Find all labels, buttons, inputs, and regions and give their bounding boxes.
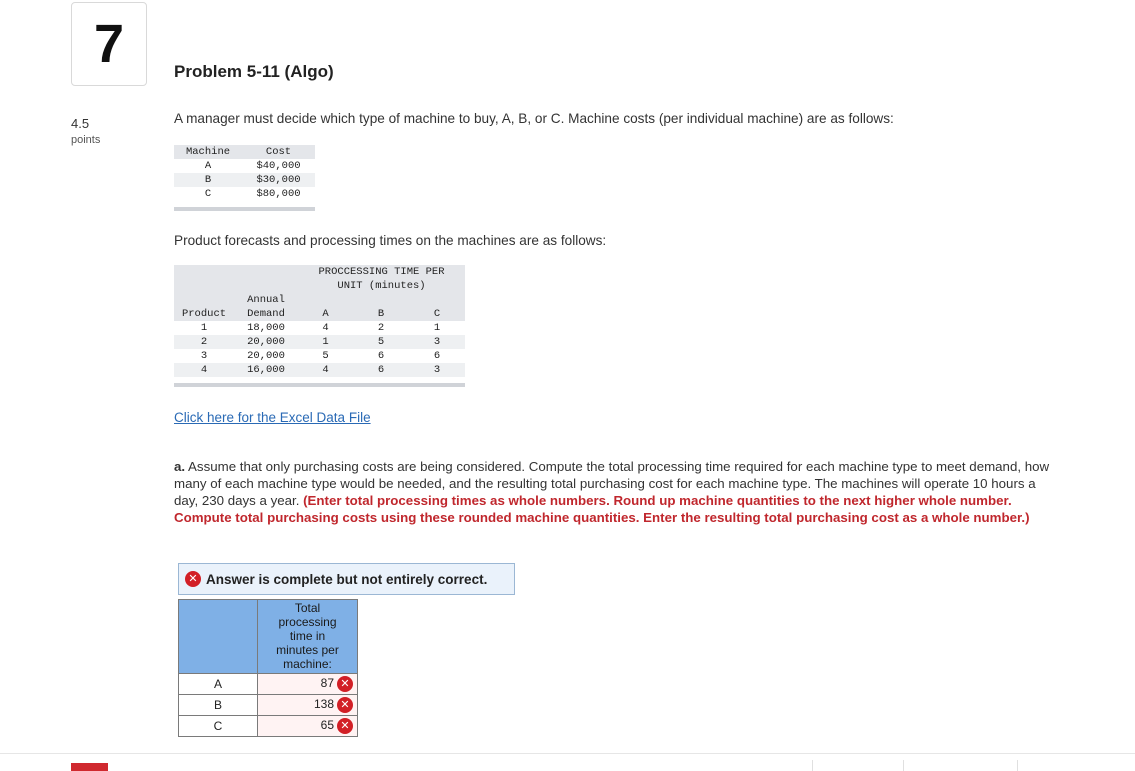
cost-cell: $30,000 — [256, 174, 301, 186]
group-header: PROCCESSING TIME PER — [318, 266, 445, 278]
forecast-intro-text: Product forecasts and processing times on the machines are as follows: — [174, 233, 607, 248]
part-a-instruction: (Enter total processing times as whole numbers. Round up machine quantities to the next higher whole number. Compute total purchasing costs using these rounded machine quantities. Enter the resulting total purchasing cost as a whole number.) — [174, 493, 1030, 525]
part-a-question — [174, 458, 1054, 526]
answer-input-a[interactable] — [258, 674, 358, 695]
x-circle-icon: ✕ — [337, 676, 353, 692]
group-header-row — [174, 265, 465, 279]
column-header-row — [174, 307, 465, 321]
x-circle-icon: ✕ — [337, 697, 353, 713]
col-header-product: Product — [181, 308, 227, 320]
brand-logo — [71, 763, 108, 771]
cost-cell: $80,000 — [256, 188, 301, 200]
answer-status-text: Answer is complete but not entirely correct. — [206, 571, 488, 587]
table-row — [174, 173, 315, 187]
points-value: 4.5 — [71, 116, 90, 131]
row-label: A — [179, 674, 258, 695]
col-header-machine-c: C — [433, 308, 441, 320]
answer-input-c[interactable] — [258, 716, 358, 737]
table-row — [179, 674, 358, 695]
answer-table-header — [179, 600, 358, 674]
table-row — [179, 716, 358, 737]
part-a-text: Assume that only purchasing costs are being considered. Compute the total processing time required for each machine type to meet demand, how many of each machine type would be needed, and the resulting total purchasing cost for each machine type. The machines will operate 10 hours a day, 230 days a year. — [174, 459, 1050, 508]
machine-cell: C — [204, 188, 212, 200]
footer-separator — [903, 760, 904, 771]
points-label: points — [71, 134, 101, 146]
demand-header-row — [174, 293, 465, 307]
table-bottom-rule — [174, 207, 315, 211]
intro-text: A manager must decide which type of machine to buy, A, B, or C. Machine costs (per individual machine) are as follows: — [174, 111, 894, 126]
part-a-label: a. — [174, 459, 186, 474]
answer-value: 65 — [320, 718, 334, 733]
group-header-units: UNIT (minutes) — [337, 280, 426, 292]
cost-cell: $40,000 — [256, 160, 301, 172]
x-circle-icon: ✕ — [185, 571, 201, 587]
table-row: 3 20,000 5 6 6 — [200, 350, 441, 362]
machine-cost-table — [174, 145, 315, 211]
col-header-machine-a: A — [322, 308, 329, 320]
col-header-machine-b: B — [377, 308, 385, 320]
table-row: 2 20,000 1 5 3 — [174, 335, 465, 349]
machine-cell: A — [204, 160, 212, 172]
question-number: 7 — [71, 2, 147, 86]
table-row: 1 18,000 4 2 1 — [200, 322, 441, 334]
cost-table-header — [174, 145, 315, 159]
answer-value: 87 — [320, 676, 334, 691]
forecast-table — [174, 265, 465, 387]
answer-status-banner — [178, 563, 515, 595]
col-header-machine: Machine — [185, 146, 231, 158]
answer-table — [178, 599, 358, 737]
footer-separator — [1017, 760, 1018, 771]
row-label: C — [179, 716, 258, 737]
machine-cell: B — [204, 174, 212, 186]
table-row — [174, 159, 315, 173]
excel-data-file-link[interactable]: Click here for the Excel Data File — [174, 410, 371, 425]
row-label: B — [179, 695, 258, 716]
table-bottom-rule — [174, 383, 465, 387]
table-row — [179, 695, 358, 716]
col-header-total-processing: Total processing time in minutes per machine: — [258, 600, 358, 674]
group-header-row — [174, 279, 465, 293]
demand-header: Annual — [247, 294, 285, 306]
answer-value: 138 — [313, 697, 334, 712]
table-row — [174, 187, 315, 201]
footer-separator — [812, 760, 813, 771]
problem-title: Problem 5-11 (Algo) — [174, 62, 334, 81]
x-circle-icon: ✕ — [337, 718, 353, 734]
answer-input-b[interactable] — [258, 695, 358, 716]
col-header-cost: Cost — [265, 146, 292, 158]
table-row: 4 16,000 4 6 3 — [174, 363, 465, 377]
col-header-demand: Demand — [247, 308, 285, 320]
footer-divider — [0, 753, 1135, 754]
